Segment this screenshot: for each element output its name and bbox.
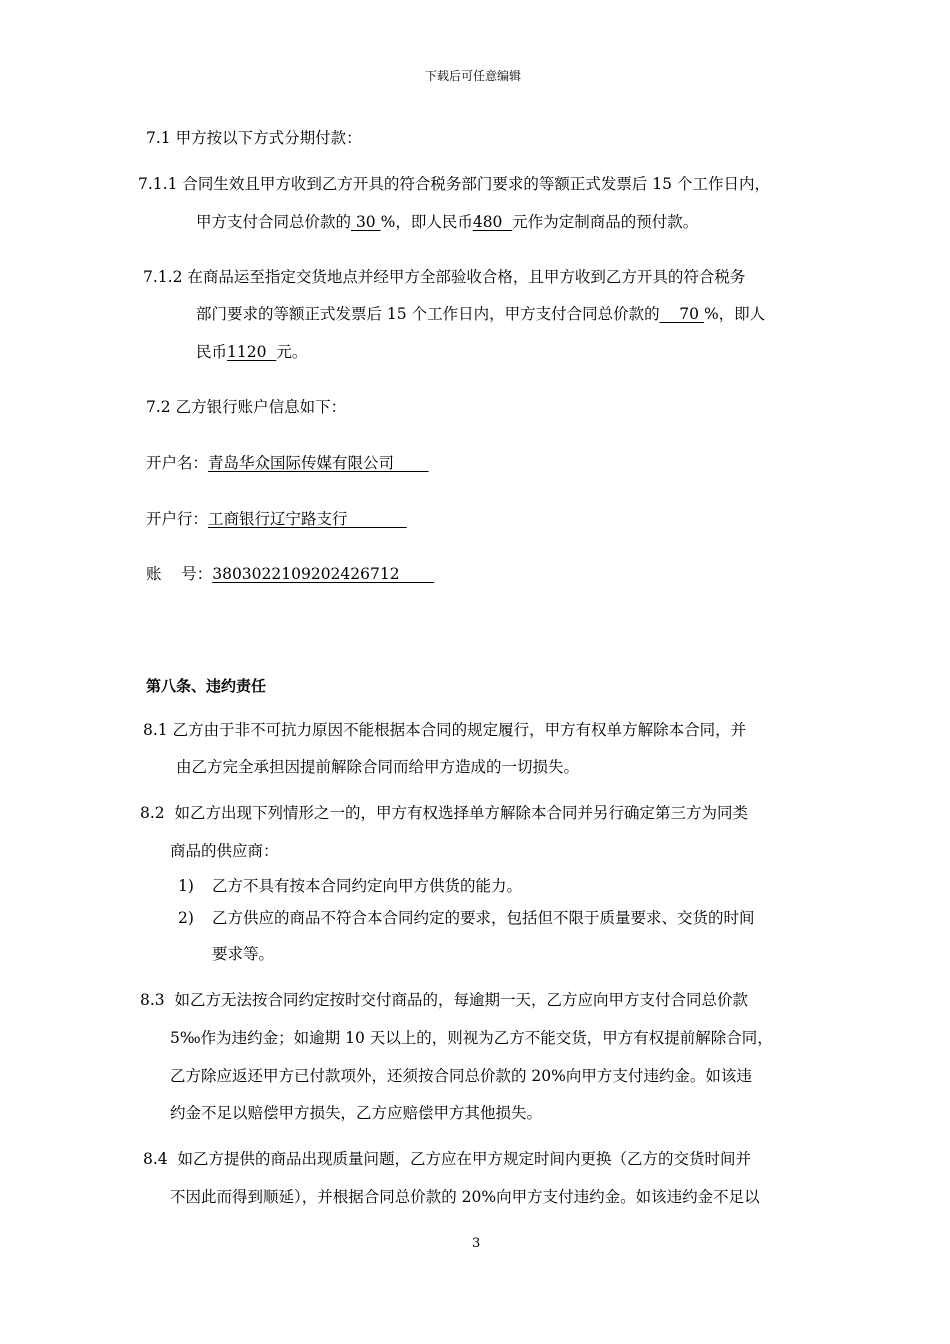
account-name-row: [146, 453, 429, 473]
account-number-value: 3803022109202426712: [212, 565, 435, 583]
text-run: 部门要求的等额正式发票后 15 个工作日内，甲方支付合同总价款的: [196, 305, 660, 323]
list-item-number: 1): [178, 877, 194, 895]
clause-7-2-title: 7.2 乙方银行账户信息如下：: [146, 398, 347, 416]
list-item-text-continued: 要求等。: [212, 945, 275, 963]
text-run: 元。: [276, 343, 308, 361]
clause-8-3-line-4: 约金不足以赔偿甲方损失，乙方应赔偿甲方其他损失。: [170, 1104, 543, 1122]
list-item-text: 乙方供应的商品不符合本合同约定的要求，包括但不限于质量要求、交货的时间: [212, 909, 755, 927]
clause-8-4-line-2: 不因此而得到顺延），并根据合同总价款的 20%向甲方支付违约金。如该违约金不足以: [170, 1188, 760, 1206]
account-number-row: [146, 564, 434, 584]
bank-value: 工商银行辽宁路支行: [208, 510, 407, 528]
clause-8-1-line-2: 由乙方完全承担因提前解除合同而给甲方造成的一切损失。: [176, 758, 580, 776]
clause-8-2-line-1: 8.2 如乙方出现下列情形之一的，甲方有权选择单方解除本合同并另行确定第三方为同类: [140, 804, 749, 822]
list-item-number: 2): [178, 909, 194, 927]
clause-7-1-2-line-1: 7.1.2 在商品运至指定交货地点并经甲方全部验收合格，且甲方收到乙方开具的符合税务: [143, 268, 746, 286]
text-run: 民币: [196, 343, 228, 361]
clause-8-3-line-2: 5‰作为违约金；如逾期 10 天以上的，则视为乙方不能交货，甲方有权提前解除合同，: [170, 1029, 773, 1047]
clause-7-1-1-line-2: [196, 212, 698, 232]
account-name-label: 开户名：: [146, 454, 209, 472]
clause-8-1-line-1: 8.1 乙方由于非不可抗力原因不能根据本合同的规定履行，甲方有权单方解除本合同，并: [143, 721, 747, 739]
final-payment-percent: 70: [659, 305, 704, 323]
article-8-heading: 第八条、违约责任: [146, 677, 267, 695]
clause-7-1-2-line-3: [196, 342, 307, 362]
clause-8-3-line-1: 8.3 如乙方无法按合同约定按时交付商品的，每逾期一天，乙方应向甲方支付合同总价款: [140, 991, 749, 1009]
page-number: 3: [472, 1236, 481, 1251]
prepayment-amount: 480: [472, 213, 513, 231]
clause-7-1-2-line-2: [196, 304, 765, 324]
clause-7-1-title: 7.1 甲方按以下方式分期付款：: [146, 129, 362, 147]
text-run: 元作为定制商品的预付款。: [512, 213, 699, 231]
text-run: 甲方支付合同总价款的: [196, 213, 352, 231]
clause-8-3-line-3: 乙方除应返还甲方已付款项外，还须按合同总价款的 20%向甲方支付违约金。如该违: [170, 1067, 752, 1085]
clause-7-1-1-line-1: 7.1.1 合同生效且甲方收到乙方开具的符合税务部门要求的等额正式发票后 15 个工作日内，: [138, 175, 770, 193]
account-number-label: 账 号：: [146, 565, 213, 583]
account-name-value: 青岛华众国际传媒有限公司: [208, 454, 429, 472]
list-item-text: 乙方不具有按本合同约定向甲方供货的能力。: [212, 877, 523, 895]
bank-label: 开户行：: [146, 510, 209, 528]
clause-8-4-line-1: 8.4 如乙方提供的商品出现质量问题，乙方应在甲方规定时间内更换（乙方的交货时间并: [143, 1150, 752, 1168]
prepayment-percent: 30: [351, 213, 381, 231]
final-payment-amount: 1120: [227, 343, 277, 361]
page-header: 下载后可任意编辑: [425, 69, 522, 83]
bank-row: [146, 509, 407, 529]
text-run: %，即人民币: [380, 213, 473, 231]
clause-8-2-line-2: 商品的供应商：: [170, 842, 279, 860]
text-run: %，即人: [703, 305, 766, 323]
